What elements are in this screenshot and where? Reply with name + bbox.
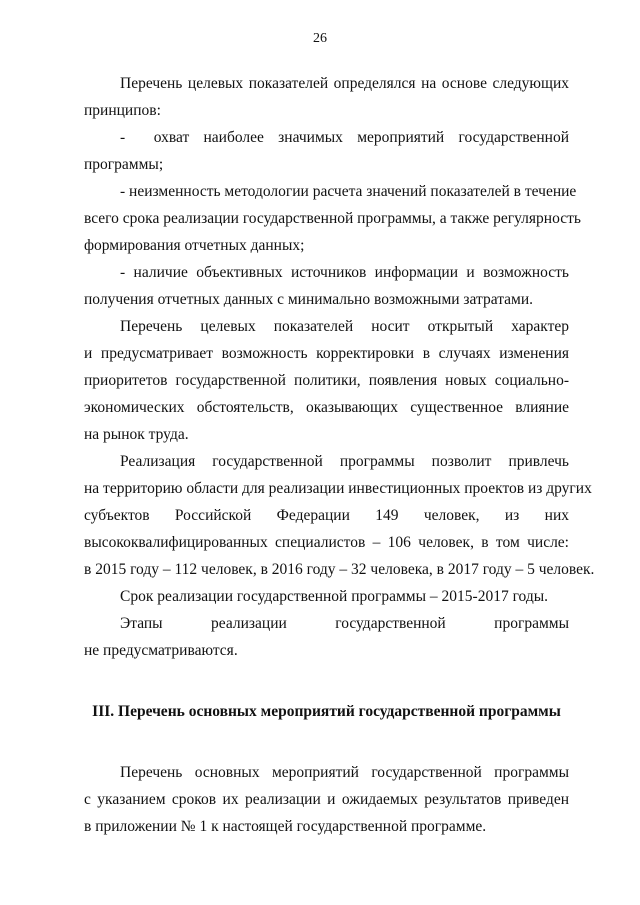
paragraph-line: Перечень основных мероприятий государственной программы xyxy=(120,764,569,781)
section-heading: III. Перечень основных мероприятий государственной программы xyxy=(92,703,561,720)
paragraph-line: всего срока реализации государственной программы, а также регулярность xyxy=(84,210,581,227)
paragraph-line: в 2015 году – 112 человек, в 2016 году – 32 человека, в 2017 году – 5 человек. xyxy=(84,561,595,578)
paragraph-line: Перечень целевых показателей определялся на основе следующих xyxy=(120,75,569,92)
paragraph-line: - охват наиболее значимых мероприятий государственной xyxy=(120,129,569,146)
document-body xyxy=(84,70,595,840)
page-number: 26 xyxy=(313,31,327,46)
paragraph-line: экономических обстоятельств, оказывающих существенное влияние xyxy=(84,399,569,416)
paragraph-line: получения отчетных данных с минимально возможными затратами. xyxy=(84,291,534,308)
paragraph-line: программы; xyxy=(84,156,164,173)
paragraph-line: принципов: xyxy=(84,102,161,119)
paragraph-line: - неизменность методологии расчета значений показателей в течение xyxy=(120,183,577,200)
paragraph-line: Срок реализации государственной программы – 2015-2017 годы. xyxy=(120,588,549,605)
paragraph-line: высококвалифицированных специалистов – 106 человек, в том числе: xyxy=(84,534,569,551)
paragraph-line: в приложении № 1 к настоящей государственной программе. xyxy=(84,818,487,835)
spacer xyxy=(84,725,569,759)
paragraph-line: и предусматривает возможность корректировки в случаях изменения xyxy=(84,345,569,362)
paragraph-line: Реализация государственной программы позволит привлечь xyxy=(120,453,569,470)
paragraph-line: не предусматриваются. xyxy=(84,642,238,659)
paragraph-line: на рынок труда. xyxy=(84,426,189,443)
paragraph-line: - наличие объективных источников информации и возможность xyxy=(120,264,569,281)
paragraph-line: на территорию области для реализации инвестиционных проектов из других xyxy=(84,480,592,497)
spacer xyxy=(84,664,569,698)
paragraph-line: формирования отчетных данных; xyxy=(84,237,305,254)
paragraph-line: субъектов Российской Федерации 149 человек, из них xyxy=(84,507,569,524)
paragraph-line: с указанием сроков их реализации и ожидаемых результатов приведен xyxy=(84,791,569,808)
paragraph-line: Перечень целевых показателей носит открытый характер xyxy=(120,318,569,335)
paragraph-line: приоритетов государственной политики, появления новых социально- xyxy=(84,372,569,389)
paragraph-line: Этапы реализации государственной программы xyxy=(120,615,569,632)
